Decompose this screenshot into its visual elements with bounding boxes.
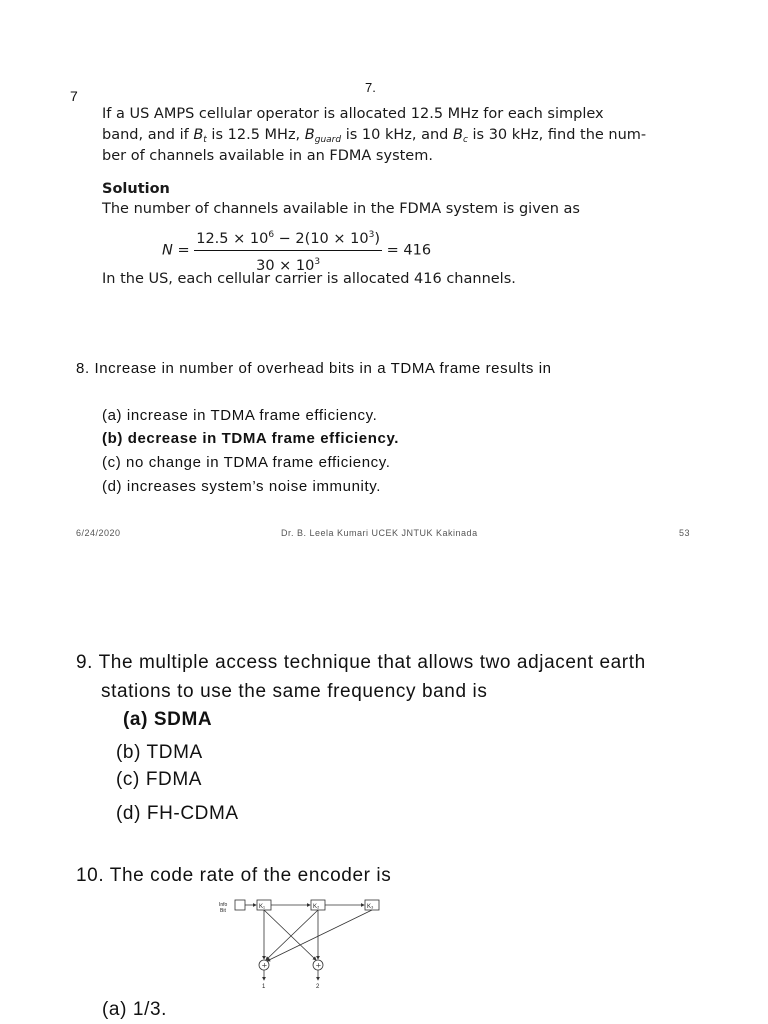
equation-lhs: N = [162,242,190,259]
svg-text:+: + [261,961,268,970]
q8-option-c: (c) no change in TDMA frame efficiency. [102,454,391,471]
q8-option-d: (d) increases system’s noise immunity. [102,478,381,495]
footer-date: 6/24/2020 [76,528,121,538]
footer-page: 53 [679,528,691,538]
solution-line-1: The number of channels available in the FDMA system is given as [102,201,580,217]
footer-author: Dr. B. Leela Kumari UCEK JNTUK Kakinada [281,528,478,538]
info-bit-box [235,900,245,910]
q9-option-b: (b) TDMA [116,742,203,763]
q8-option-a: (a) increase in TDMA frame efficiency. [102,407,378,424]
output-1-label: 1 [262,984,266,990]
q9-option-a: (a) SDMA [123,709,213,730]
equation-numerator: $12.5 \times 10^6 - 2(10 \times 10^3)$ [194,225,382,251]
solution-heading: Solution [102,181,170,197]
q10-option-a: (a) 1/3. [102,999,167,1020]
tap-k3-sum1 [267,910,372,961]
equation-denominator: $30 \times 10^3$ [256,257,321,274]
q8-question: 8. Increase in number of overhead bits in a TDMA frame results in [76,360,552,377]
tap-k1-sum2 [264,910,316,960]
q10-question: 10. The code rate of the encoder is [76,865,392,886]
k1-label: K₁ [259,904,266,910]
k2-label: K₂ [313,904,320,910]
output-2-label: 2 [316,984,320,990]
encoder-diagram [215,896,385,990]
k3-label: K₃ [367,904,374,910]
q9-line-2: stations to use the same frequency band is [101,681,488,702]
tap-k2-sum1 [266,910,318,960]
top-number: 7. [365,80,376,95]
problem-line-2: band, and if $B_t$ is 12.5 MHz, $B_{guard}$ is 10 kHz, and $B_c$ is 30 kHz, find the num- [102,127,647,145]
q9-option-d: (d) FH-CDMA [116,803,239,824]
problem-line-1: If a US AMPS cellular operator is allocated 12.5 MHz for each simplex [102,106,604,122]
equation-rhs: = 416 [386,242,432,259]
q9-line-1: 9. The multiple access technique that allows two adjacent earth [76,652,646,673]
problem-line-3: ber of channels available in an FDMA system. [102,148,433,164]
q9-option-c: (c) FDMA [116,769,203,790]
solution-line-2: In the US, each cellular carrier is allocated 416 channels. [102,271,516,287]
side-number: 7 [70,88,78,104]
info-label-1: Info [219,902,228,908]
info-label-2: Bit [220,908,226,914]
q8-option-b: (b) decrease in TDMA frame efficiency. [102,430,400,447]
svg-text:+: + [315,961,322,970]
